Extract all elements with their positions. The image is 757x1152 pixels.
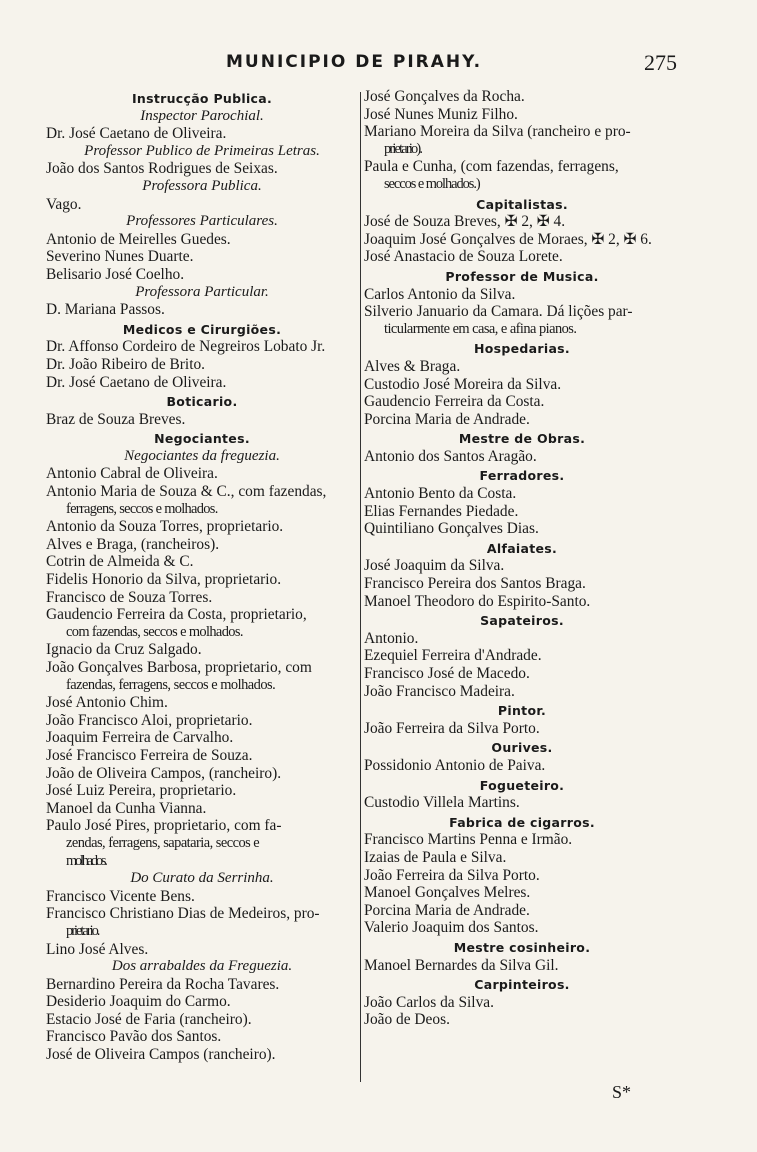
list-arrabaldes (46, 976, 358, 1064)
list-item: Dr. Affonso Cordeiro de Negreiros Lobato Jr. (46, 338, 326, 356)
list-item: Antonio Cabral de Oliveira. (46, 465, 218, 483)
list-item: Estacio José de Faria (rancheiro). (46, 1010, 252, 1028)
column-divider (360, 92, 361, 1082)
entry-prof-particular: D. Mariana Passos. (46, 301, 165, 319)
list-hospedarias (364, 358, 680, 428)
section-heading-capitalistas: Capitalistas. (476, 196, 568, 212)
list-item: Dr. João Ribeiro de Brito. (46, 355, 206, 373)
list-prof-particulares (46, 231, 358, 284)
list-item: Cotrin de Almeida & C. (46, 553, 194, 571)
list-item: Valerio Joaquim dos Santos. (364, 919, 539, 937)
list-item: Manoel da Cunha Vianna. (46, 799, 207, 817)
section-heading-negociantes: Negociantes. (154, 431, 250, 447)
section-heading-carpinteiros: Carpinteiros. (474, 977, 570, 993)
entry-prof-primeiras: João dos Santos Rodrigues de Seixas. (46, 160, 278, 178)
list-item: Antonio. (364, 629, 419, 647)
list-item: João Ferreira da Silva Porto. (364, 719, 540, 737)
list-item: Ignacio da Cruz Salgado. (46, 641, 202, 659)
list-item: Francisco de Souza Torres. (46, 588, 213, 606)
list-item: José de Souza Breves, ✠ 2, ✠ 4. (364, 213, 566, 231)
list-pintor (364, 720, 680, 738)
list-item: Paula e Cunha, (com fazendas, ferragens, (364, 158, 619, 176)
list-item: Porcina Maria de Andrade. (364, 410, 530, 428)
section-heading-hospedarias: Hospedarias. (474, 341, 570, 357)
list-cosinheiro (364, 957, 680, 975)
list-item: José Luiz Pereira, proprietario. (46, 782, 237, 800)
list-item: Antonio Bento da Costa. (364, 485, 517, 503)
list-item: José Anastacio de Souza Lorete. (364, 248, 563, 266)
list-item: Francisco Vicente Bens. (46, 887, 195, 905)
list-ourives (364, 757, 680, 775)
list-item: João Francisco Aloi, proprietario. (46, 711, 253, 729)
list-item: João Gonçalves Barbosa, proprietario, com (46, 659, 312, 676)
page-number: 275 (644, 50, 677, 75)
list-item: Silverio Januario da Camara. Dá lições par- (364, 303, 633, 321)
list-obras (364, 448, 680, 466)
section-heading-cosinheiro: Mestre cosinheiro. (453, 939, 591, 955)
page-title: MUNICIPIO DE PIRAHY. (226, 52, 483, 72)
list-item: Antonio da Souza Torres, proprietario. (46, 518, 284, 536)
list-alfaiates (364, 557, 680, 610)
list-item: Antonio Maria de Souza & C., com fazendas, (46, 483, 327, 501)
list-item: João Carlos da Silva. (364, 993, 494, 1011)
list-item: Gaudencio Ferreira da Costa. (364, 393, 545, 411)
section-heading-instruccao: Instrucção Publica. (131, 91, 273, 106)
list-item: Severino Nunes Duarte. (46, 248, 194, 266)
subheading-arrabaldes: Dos arrabaldes da Freguezia. (111, 958, 293, 975)
list-item: Francisco Pavão dos Santos. (46, 1028, 222, 1046)
list-top-entries (364, 88, 680, 194)
list-item: prietario. (66, 922, 99, 939)
list-item: Antonio dos Santos Aragão. (364, 447, 537, 465)
list-item: Lino José Alves. (46, 940, 149, 958)
section-heading-medicos: Medicos e Cirurgiões. (122, 321, 282, 337)
list-item: João Francisco Madeira. (364, 682, 515, 700)
entry-boticario: Braz de Souza Breves. (46, 410, 186, 428)
list-item: Custodio Villela Martins. (364, 794, 520, 812)
list-capitalistas (364, 213, 680, 266)
list-item: Francisco José de Macedo. (364, 665, 530, 682)
list-item: José de Oliveira Campos (rancheiro). (46, 1046, 276, 1064)
section-heading-boticario: Boticario. (166, 394, 238, 410)
section-heading-pintor: Pintor. (497, 703, 547, 719)
list-item: Dr. José Caetano de Oliveira. (46, 373, 227, 391)
section-heading-musica: Professor de Musica. (445, 268, 599, 284)
list-item: Custodio José Moreira da Silva. (364, 375, 562, 393)
list-item: Francisco Christiano Dias de Medeiros, pro- (46, 905, 320, 923)
list-item: Manoel Bernardes da Silva Gil. (364, 956, 559, 974)
list-item: Carlos Antonio da Silva. (364, 285, 516, 303)
list-item: com fazendas, seccos e molhados. (66, 623, 243, 640)
section-heading-ourives: Ourives. (491, 740, 553, 756)
list-freguezia (46, 465, 358, 870)
list-item: Antonio de Meirelles Guedes. (46, 230, 231, 248)
list-item: João de Oliveira Campos, (rancheiro). (46, 764, 282, 782)
list-item: Bernardino Pereira da Rocha Tavares. (46, 975, 280, 993)
signature-mark: S* (612, 1082, 632, 1102)
subheading-prof-primeiras: Professor Publico de Primeiras Letras. (84, 142, 320, 159)
right-column (364, 88, 680, 1029)
running-head (0, 52, 757, 82)
list-item: Porcina Maria de Andrade. (364, 901, 530, 919)
left-column (46, 88, 358, 1064)
entry-professora-publica: Vago. (46, 195, 82, 213)
list-serrinha (46, 888, 358, 958)
list-item: José Joaquim da Silva. (364, 557, 505, 575)
section-heading-alfaiates: Alfaiates. (486, 540, 558, 556)
list-item: Alves & Braga. (364, 357, 461, 375)
list-item: prietario). (384, 140, 422, 157)
list-musica (364, 286, 680, 339)
list-item: Mariano Moreira da Silva (rancheiro e pro- (364, 123, 631, 141)
list-item: Gaudencio Ferreira da Costa, proprietario, (46, 606, 307, 624)
subheading-inspector: Inspector Parochial. (140, 107, 264, 124)
subheading-professora-publica: Professora Publica. (142, 177, 262, 194)
list-item: Paulo José Pires, proprietario, com fa- (46, 817, 282, 835)
list-item: Alves e Braga, (rancheiros). (46, 535, 220, 553)
section-heading-obras: Mestre de Obras. (458, 431, 586, 447)
list-ferradores (364, 485, 680, 538)
list-item: Possidonio Antonio de Paiva. (364, 756, 546, 774)
list-item: seccos e molhados.) (384, 175, 480, 192)
section-heading-cigarros: Fabrica de cigarros. (449, 814, 595, 830)
entry-inspector: Dr. José Caetano de Oliveira. (46, 125, 227, 143)
list-cigarros (364, 831, 680, 937)
list-item: José Antonio Chim. (46, 694, 168, 712)
list-item: Joaquim José Gonçalves de Moraes, ✠ 2, ✠ 6. (364, 230, 652, 248)
list-item: José Francisco Ferreira de Souza. (46, 746, 253, 764)
list-item: João Ferreira da Silva Porto. (364, 866, 540, 884)
subheading-serrinha: Do Curato da Serrinha. (130, 870, 274, 887)
list-sapateiros (364, 630, 680, 700)
list-carpinteiros (364, 994, 680, 1029)
subheading-freguezia: Negociantes da freguezia. (124, 447, 280, 464)
list-item: Fidelis Honorio da Silva, proprietario. (46, 571, 282, 589)
section-heading-ferradores: Ferradores. (479, 468, 565, 484)
list-item: fazendas, ferragens, seccos e molhados. (66, 676, 276, 693)
section-heading-sapateiros: Sapateiros. (480, 613, 564, 629)
list-item: Belisario José Coelho. (46, 265, 185, 283)
list-item: zendas, ferragens, sapataria, seccos e (66, 834, 260, 851)
list-item: Desiderio Joaquim do Carmo. (46, 993, 231, 1011)
subheading-prof-particulares: Professores Particulares. (126, 213, 278, 230)
list-item: Manoel Theodoro do Espirito-Santo. (364, 592, 591, 610)
list-item: João de Deos. (364, 1011, 450, 1029)
list-item: Joaquim Ferreira de Carvalho. (46, 729, 234, 747)
list-item: Francisco Martins Penna e Irmão. (364, 831, 573, 849)
list-item: Ezequiel Ferreira d'Andrade. (364, 647, 542, 665)
list-item: José Nunes Muniz Filho. (364, 105, 518, 123)
list-item: José Gonçalves da Rocha. (364, 88, 525, 105)
section-heading-fogueteiro: Fogueteiro. (479, 777, 565, 793)
list-item: Quintiliano Gonçalves Dias. (364, 520, 539, 538)
list-item: Manoel Gonçalves Melres. (364, 884, 531, 902)
list-fogueteiro (364, 794, 680, 812)
list-item: Izaias de Paula e Silva. (364, 848, 507, 866)
list-item: molhados. (66, 852, 106, 869)
list-item: ticularmente em casa, e afina pianos. (384, 320, 577, 337)
list-item: Francisco Pereira dos Santos Braga. (364, 575, 586, 593)
list-item: ferragens, seccos e molhados. (66, 500, 218, 517)
list-item: Elias Fernandes Piedade. (364, 502, 519, 520)
subheading-prof-particular: Professora Particular. (135, 283, 269, 300)
list-medicos (46, 338, 358, 391)
